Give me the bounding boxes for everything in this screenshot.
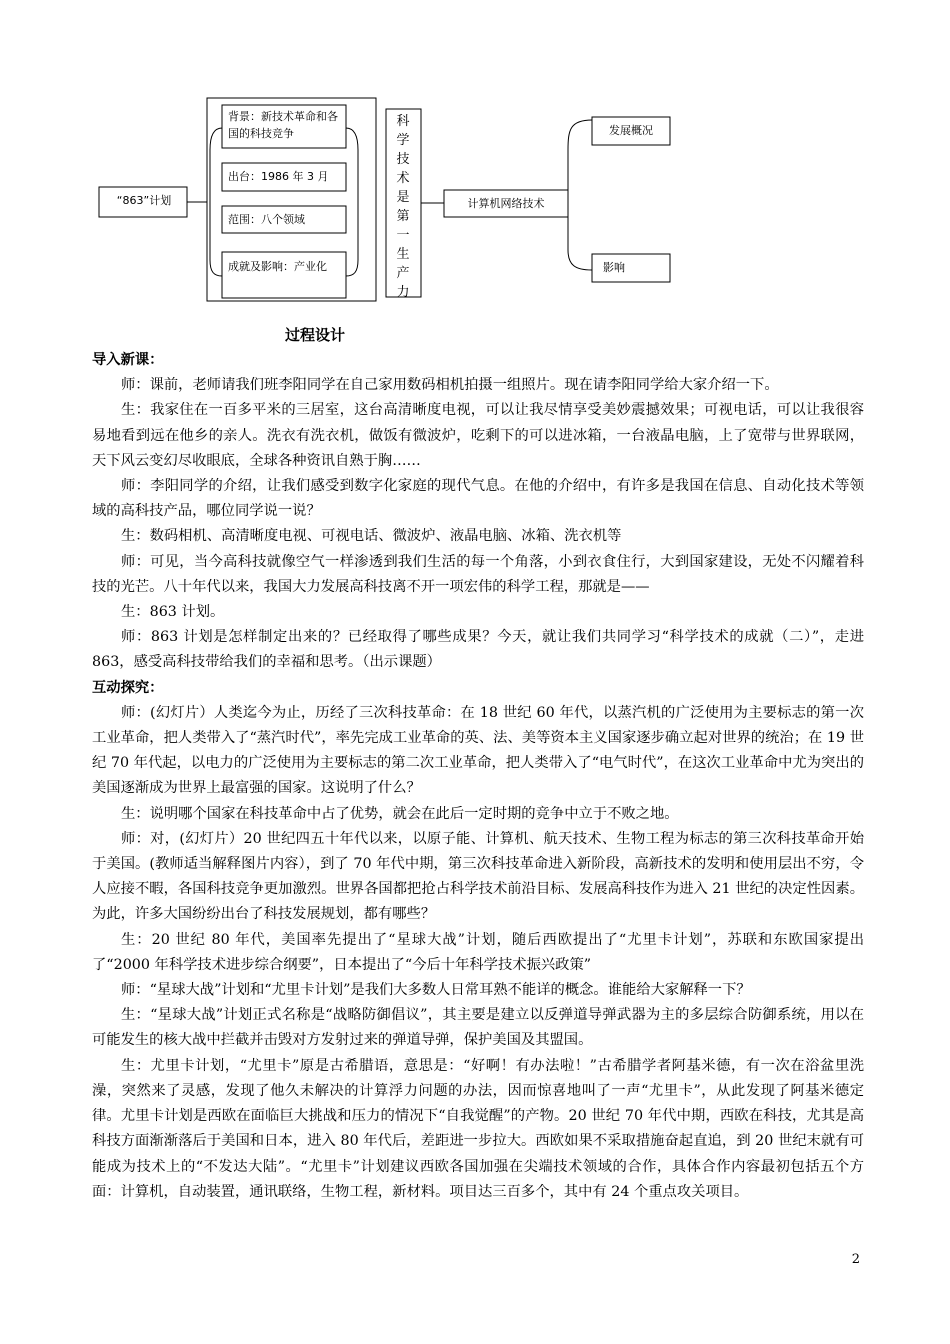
section-title: 过程设计 <box>285 326 346 344</box>
paragraph: 生：“星球大战”计划正式名称是“战略防御倡议”，其主要是建立以反弹道导弹武器为主的多层综合防御系统，用以在可能发生的核大战中拦截并击毁对方发射过来的弹道导弹，保护美国及其盟国。 <box>92 1007 864 1049</box>
paragraph: 师：(幻灯片）人类迄今为止，历经了三次科技革命：在 18 世纪 60 年代，以蒸汽机的广泛使用为主要标志的第一次工业革命，把人类带入了“蒸汽时代”，率先完成工业革命的英、法、美等资本主义国家逐步确立起对世界的统治；在 19 世纪 70 年代起，以电力的广泛使用为主要标志的第二次工业革命，把人类带入了“电气时代”，在这次工业革命中尤为突出的美国逐渐成为世界上最富强的国家。这说明了什么？ <box>92 704 864 797</box>
development-label: 发展概况 <box>609 124 653 137</box>
paragraph: 师：可见，当今高科技就像空气一样渗透到我们生活的每一个角落，小到衣食住行，大到国家建设，无处不闪耀着科技的光芒。八十年代以来，我国大力发展高科技离不开一项宏伟的科学工程，那就是—— <box>92 553 864 595</box>
concept-diagram <box>0 0 950 310</box>
achievement-label: 成就及影响：产业化 <box>228 260 327 273</box>
paragraph: 师：对，(幻灯片）20 世纪四五十年代以来，以原子能、计算机、航天技术、生物工程为标志的第三次科技革命开始于美国。(教师适当解释图片内容），到了 70 年代中期，第三次科技革命进入新阶段，高新技术的发明和使用层出不穷，令人应接不暇，各国科技竞争更加激烈。世界各国都把抢占科学技术前沿目标、发展高科技作为进入 21 世纪的决定性因素。为此，许多大国纷纷出台了科技发展规划，都有哪些？ <box>92 830 864 923</box>
paragraph: 生：863 计划。 <box>121 604 225 621</box>
page-number: 2 <box>851 1252 860 1267</box>
paragraph: 生：数码相机、高清晰度电视、可视电话、微波炉、液晶电脑、冰箱、洗衣机等 <box>121 528 622 545</box>
root-863-label: “863”计划 <box>116 194 172 207</box>
paragraph: 生：我家住在一百多平米的三居室，这台高清晰度电视，可以让我尽情享受美妙震撼效果；可视电话，可以让我很容易地看到远在他乡的亲人。洗衣有洗衣机，做饭有微波炉，吃剩下的可以进冰箱，一台液晶电脑，上了宽带与世界联网，天下风云变幻尽收眼底，全球各种资讯自熟于胸…… <box>92 402 864 469</box>
background-label: 背景：新技术革命和各国的科技竞争 <box>228 110 338 140</box>
launch-label: 出台：1986 年 3 月 <box>228 170 329 183</box>
diagram-lines <box>0 0 950 310</box>
document-body <box>92 348 864 1205</box>
paragraph: 生：说明哪个国家在科技革命中占了优势，就会在此后一定时期的竞争中立于不败之地。 <box>121 805 679 822</box>
explore-heading: 互动探究： <box>92 679 164 696</box>
paragraph: 师：863 计划是怎样制定出来的？已经取得了哪些成果？今天，就让我们共同学习“科学技术的成就（二）”，走进 863，感受高科技带给我们的幸福和思考。（出示课题） <box>92 629 864 671</box>
paragraph: 生：20 世纪 80 年代，美国率先提出了“星球大战”计划，随后西欧提出了“尤里卡计划”，苏联和东欧国家提出了“2000 年科学技术进步综合纲要”，日本提出了“今后十年科学技术振兴政策” <box>92 931 864 973</box>
paragraph: 师：课前，老师请我们班李阳同学在自己家用数码相机拍摄一组照片。现在请李阳同学给大家介绍一下。 <box>121 377 779 394</box>
paragraph: 师：李阳同学的介绍，让我们感受到数字化家庭的现代气息。在他的介绍中，有许多是我国在信息、自动化技术等领域的高科技产品，哪位同学说一说？ <box>92 478 864 520</box>
scope-label: 范围：八个领域 <box>228 213 305 226</box>
center-vertical-label: 科 学 技 术 是 第 一 生 产 力 <box>396 114 410 300</box>
network-label: 计算机网络技术 <box>467 197 545 210</box>
paragraph: 生：尤里卡计划，“尤里卡”原是古希腊语，意思是：“好啊！有办法啦！”古希腊学者阿基米德，有一次在浴盆里洗澡，突然来了灵感，发现了他久未解决的计算浮力问题的办法，因而惊喜地叫了一声“尤里卡”，从此发现了阿基米德定律。尤里卡计划是西欧在面临巨大挑战和压力的情况下“自我觉醒”的产物。20 世纪 70 年代中期，西欧在科技，尤其是高科技方面渐渐落后于美国和日本，进入 80 年代后，差距进一步拉大。西欧如果不采取措施奋起直追，到 20 世纪末就有可能成为技术上的“不发达大陆”。“尤里卡”计划建议西欧各国加强在尖端技术领域的合作，具体合作内容最初包括五个方面：计算机，自动装置，通讯联络，生物工程，新材料。项目达三百多个，其中有 24 个重点攻关项目。 <box>92 1057 864 1200</box>
intro-heading: 导入新课： <box>92 352 164 368</box>
impact-label: 影响 <box>603 261 625 274</box>
paragraph: 师：“星球大战”计划和“尤里卡计划”是我们大多数人日常耳熟不能详的概念。谁能给大家解释一下？ <box>121 982 751 999</box>
